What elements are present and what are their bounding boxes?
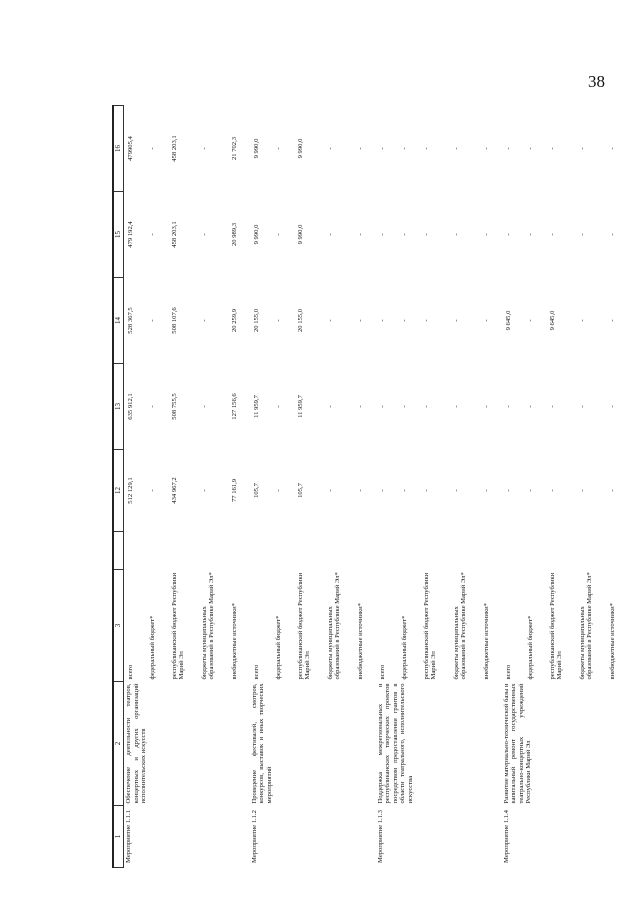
event-id: Мероприятие 1.1.3 xyxy=(376,810,384,863)
value-cell-14: - xyxy=(608,319,616,322)
value-cell-15: 479 192,4 xyxy=(127,221,134,248)
funding-source: внебюджетные источники* xyxy=(230,603,238,680)
value-cell-12: 434 967,2 xyxy=(170,477,178,504)
value-cell-14: - xyxy=(356,319,364,322)
funding-source: бюджеты муниципальных образований в Республике Марий Эл* xyxy=(326,572,342,680)
value-cell-14: - xyxy=(274,319,282,322)
value-cell-12: - xyxy=(326,489,334,492)
value-cell-16: 9 990,0 xyxy=(296,138,304,159)
gap-cell xyxy=(376,532,398,570)
value-cell-16: 458 203,1 xyxy=(170,135,178,162)
value-cell-14: 20 155,0 xyxy=(252,308,260,333)
value-cell-13: 11 959,7 xyxy=(252,395,260,418)
event-description: Обеспечение деятельности театров, концертных и других организаций исполнительских искусств xyxy=(125,683,148,804)
value-cell-12: - xyxy=(608,489,616,492)
col-header-12: 12 xyxy=(113,450,124,532)
col-header-2: 2 xyxy=(113,682,124,806)
gap-cell xyxy=(398,532,420,570)
value-cell-14: - xyxy=(526,319,534,322)
value-cell-15: - xyxy=(578,233,586,236)
value-cell-14: 528 367,5 xyxy=(127,307,134,334)
value-cell-15: 9 990,0 xyxy=(296,224,304,245)
value-cell-12: - xyxy=(148,489,156,492)
value-cell-16: - xyxy=(452,147,460,150)
value-cell-15: - xyxy=(400,233,408,236)
value-cell-14: - xyxy=(578,319,586,322)
col-header-14: 14 xyxy=(113,278,124,364)
page-number: 38 xyxy=(588,72,605,91)
value-cell-12: - xyxy=(274,489,282,492)
value-cell-12: - xyxy=(356,489,364,492)
gap-cell xyxy=(250,532,272,570)
value-cell-13: - xyxy=(422,405,430,408)
funding-source: всего xyxy=(378,664,386,680)
table-row xyxy=(250,106,272,868)
value-cell-13: - xyxy=(274,405,282,408)
value-cell-13: 127 156,6 xyxy=(230,393,238,420)
value-cell-12: - xyxy=(400,489,408,492)
event-id: Мероприятие 1.1.2 xyxy=(250,810,258,863)
gap-cell xyxy=(480,532,502,570)
gap-cell xyxy=(502,532,524,570)
value-cell-14: - xyxy=(452,319,460,322)
table-body xyxy=(124,106,628,868)
value-cell-15: 9 990,0 xyxy=(252,224,260,245)
col-header-gap xyxy=(113,532,124,570)
value-cell-16: 9 990,0 xyxy=(252,138,260,159)
value-cell-13: - xyxy=(504,405,512,408)
col-header-3: 3 xyxy=(113,570,124,682)
financing-table xyxy=(112,105,628,868)
value-cell-12: - xyxy=(578,489,586,492)
gap-cell xyxy=(450,532,480,570)
col-header-15: 15 xyxy=(113,192,124,278)
value-cell-15: - xyxy=(504,233,512,236)
funding-source: внебюджетные источники* xyxy=(356,603,364,680)
value-cell-14: - xyxy=(482,319,490,322)
gap-cell xyxy=(546,532,576,570)
event-description: Поддержка межрегиональных и республиканских творческих проектов посредством предоставления грантов в области театрального, исполнительского искусства xyxy=(376,683,414,804)
value-cell-12: - xyxy=(504,489,512,492)
value-cell-13: - xyxy=(148,405,156,408)
col-header-1: 1 xyxy=(113,806,124,868)
table-row xyxy=(502,106,524,868)
event-description: Развитие материально-технической базы и капитальный ремонт государственных театрально-концертных учреждений Республики Марий Эл xyxy=(502,683,533,804)
value-cell-13: 508 755,5 xyxy=(170,393,178,420)
funding-source: республиканский бюджет Республики Марий Эл xyxy=(548,572,564,680)
value-cell-15: - xyxy=(422,233,430,236)
value-cell-16: - xyxy=(274,147,282,150)
value-cell-12: 105,7 xyxy=(296,483,304,498)
funding-source: внебюджетные источники* xyxy=(608,603,616,680)
gap-cell xyxy=(168,532,198,570)
value-cell-15: - xyxy=(608,233,616,236)
value-cell-13: - xyxy=(200,405,208,408)
value-cell-13: - xyxy=(356,405,364,408)
value-cell-15: 458 203,1 xyxy=(170,221,178,248)
value-cell-16: - xyxy=(200,147,208,150)
value-cell-15: - xyxy=(526,233,534,236)
rotated-table-wrapper xyxy=(112,106,624,868)
funding-source: всего xyxy=(504,664,512,680)
value-cell-13: - xyxy=(452,405,460,408)
value-cell-16: - xyxy=(504,147,512,150)
value-cell-12: 512 129,1 xyxy=(127,477,134,504)
value-cell-16: 21 702,3 xyxy=(230,136,238,161)
funding-source: внебюджетные источники* xyxy=(482,603,490,680)
value-cell-14: - xyxy=(148,319,156,322)
value-cell-12: 77 161,9 xyxy=(230,478,238,503)
gap-cell xyxy=(198,532,228,570)
value-cell-15: 20 989,3 xyxy=(230,222,238,247)
gap-cell xyxy=(606,532,628,570)
value-cell-16: - xyxy=(148,147,156,150)
value-cell-15: - xyxy=(548,233,556,236)
value-cell-15: - xyxy=(274,233,282,236)
value-cell-12: - xyxy=(452,489,460,492)
value-cell-14: 20 155,0 xyxy=(296,308,304,333)
value-cell-14: 9 645,0 xyxy=(504,310,512,331)
value-cell-14: - xyxy=(378,319,386,322)
funding-source: республиканский бюджет Республики Марий Эл xyxy=(170,572,186,680)
gap-cell xyxy=(576,532,606,570)
gap-cell xyxy=(228,532,250,570)
value-cell-12: - xyxy=(482,489,490,492)
value-cell-13: 11 959,7 xyxy=(296,395,304,418)
table-row xyxy=(376,106,398,868)
value-cell-14: 20 259,9 xyxy=(230,308,238,333)
value-cell-12: - xyxy=(548,489,556,492)
funding-source: всего xyxy=(127,664,134,680)
value-cell-13: - xyxy=(548,405,556,408)
event-id: Мероприятие 1.1.1 xyxy=(125,810,132,863)
value-cell-15: - xyxy=(452,233,460,236)
value-cell-16: - xyxy=(422,147,430,150)
header-row xyxy=(113,106,124,868)
funding-source: республиканский бюджет Республики Марий Эл xyxy=(296,572,312,680)
funding-source: бюджеты муниципальных образований в Республике Марий Эл* xyxy=(578,572,594,680)
value-cell-16: - xyxy=(356,147,364,150)
value-cell-15: - xyxy=(326,233,334,236)
value-cell-16: - xyxy=(526,147,534,150)
funding-source: федеральный бюджет* xyxy=(148,615,156,680)
gap-cell xyxy=(420,532,450,570)
col-header-16: 16 xyxy=(113,106,124,192)
value-cell-12: - xyxy=(200,489,208,492)
col-header-13: 13 xyxy=(113,364,124,450)
value-cell-15: - xyxy=(200,233,208,236)
funding-source: федеральный бюджет* xyxy=(526,615,534,680)
value-cell-15: - xyxy=(378,233,386,236)
value-cell-12: - xyxy=(422,489,430,492)
value-cell-16: - xyxy=(548,147,556,150)
value-cell-16: - xyxy=(326,147,334,150)
funding-source: бюджеты муниципальных образований в Республике Марий Эл* xyxy=(452,572,468,680)
value-cell-14: - xyxy=(400,319,408,322)
value-cell-13: - xyxy=(608,405,616,408)
value-cell-12: - xyxy=(378,489,386,492)
value-cell-15: - xyxy=(148,233,156,236)
value-cell-15: - xyxy=(356,233,364,236)
value-cell-14: 508 107,6 xyxy=(170,307,178,334)
value-cell-14: - xyxy=(422,319,430,322)
value-cell-16: 479905,4 xyxy=(127,136,134,161)
funding-source: бюджеты муниципальных образований в Республике Марий Эл* xyxy=(200,572,216,680)
gap-cell xyxy=(124,532,146,570)
funding-source: федеральный бюджет* xyxy=(400,615,408,680)
value-cell-16: - xyxy=(378,147,386,150)
value-cell-15: - xyxy=(482,233,490,236)
value-cell-14: 9 645,0 xyxy=(548,310,556,331)
gap-cell xyxy=(146,532,168,570)
value-cell-13: 635 912,1 xyxy=(127,393,134,420)
gap-cell xyxy=(294,532,324,570)
value-cell-13: - xyxy=(578,405,586,408)
gap-cell xyxy=(272,532,294,570)
gap-cell xyxy=(354,532,376,570)
value-cell-16: - xyxy=(400,147,408,150)
value-cell-12: - xyxy=(526,489,534,492)
event-description: Проведение фестивалей, смотров, конкурсов, выставок и иных творческих мероприятий xyxy=(250,683,273,804)
value-cell-12: 105,7 xyxy=(252,483,260,498)
event-id: Мероприятие 1.1.4 xyxy=(502,810,510,863)
value-cell-13: - xyxy=(482,405,490,408)
value-cell-13: - xyxy=(326,405,334,408)
value-cell-14: - xyxy=(326,319,334,322)
funding-source: федеральный бюджет* xyxy=(274,615,282,680)
value-cell-13: - xyxy=(378,405,386,408)
value-cell-14: - xyxy=(200,319,208,322)
value-cell-16: - xyxy=(578,147,586,150)
gap-cell xyxy=(524,532,546,570)
value-cell-13: - xyxy=(526,405,534,408)
value-cell-13: - xyxy=(400,405,408,408)
funding-source: республиканский бюджет Республики Марий Эл xyxy=(422,572,438,680)
value-cell-16: - xyxy=(482,147,490,150)
funding-source: всего xyxy=(252,664,260,680)
gap-cell xyxy=(324,532,354,570)
table-row xyxy=(124,106,146,868)
value-cell-16: - xyxy=(608,147,616,150)
